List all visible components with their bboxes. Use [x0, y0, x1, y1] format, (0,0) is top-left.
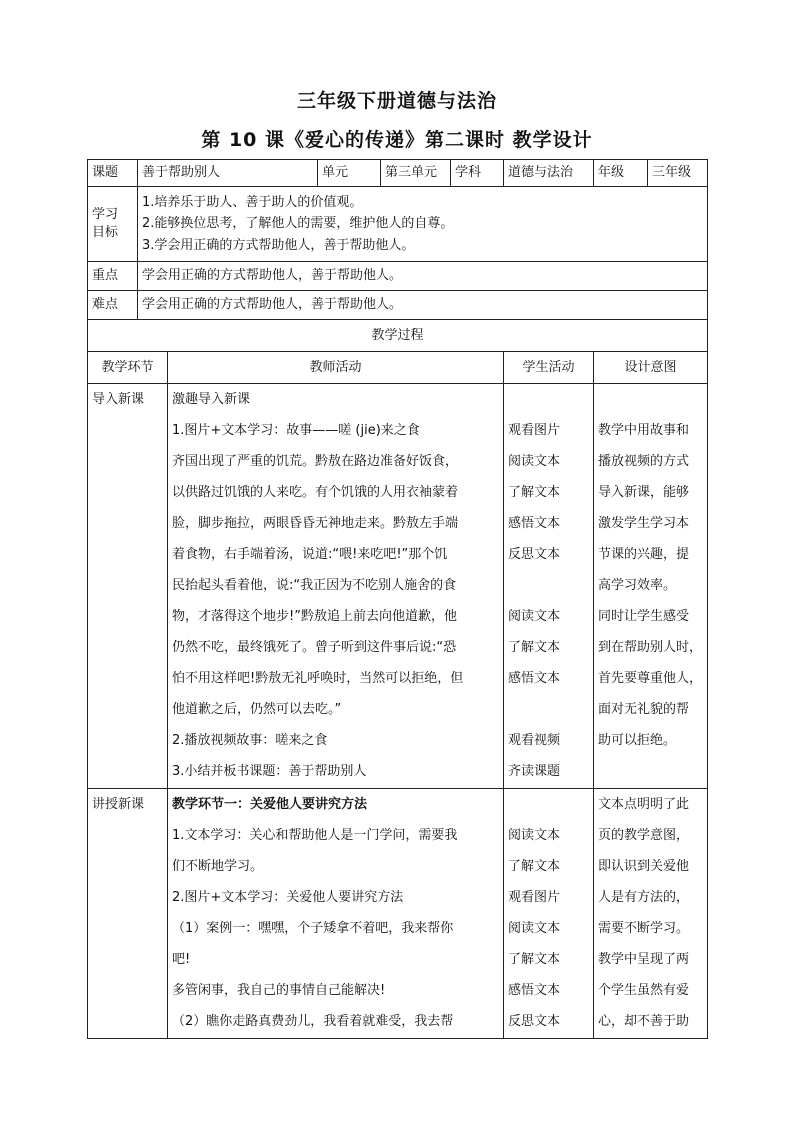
- text-line: 观看视频: [508, 733, 561, 748]
- goal-item: 2.能够换位思考，了解他人的需要，维护他人的自尊。: [142, 216, 454, 232]
- text-line: 心，却不善于助: [598, 1014, 690, 1029]
- text-line: [598, 756, 703, 787]
- column-header-intent: 设计意图: [594, 352, 708, 384]
- text-line: 文本点明明了此: [598, 797, 690, 812]
- column-header-stage: 教学环节: [88, 352, 168, 384]
- text-line: 1.文本学习：关心和帮助他人是一门学问，需要我: [172, 828, 458, 843]
- text-line: 以供路过饥饿的人来吃。有个饥饿的人用衣袖蒙着: [172, 485, 459, 500]
- text-line: 了解文本: [508, 485, 561, 500]
- text-line: 着食物，右手端着汤，说道:“喂!来吃吧!”那个饥: [172, 547, 448, 562]
- goal-item: 1.培养乐于助人、善于助人的价值观。: [142, 194, 363, 210]
- unit-label: 单元: [318, 160, 381, 187]
- text-line: 首先要尊重他人，: [598, 671, 703, 686]
- text-line: [508, 694, 589, 725]
- text-line: 物，才落得这个地步!”黔敖追上前去向他道歉，他: [172, 609, 457, 624]
- document-title: 三年级下册道德与法治: [296, 90, 497, 112]
- lesson-plan-table: [87, 159, 708, 1039]
- text-line: 民抬起头看着他，说:“我正因为不吃别人施舍的食: [172, 578, 457, 593]
- process-column-header-row: [88, 352, 708, 384]
- text-line: 阅读文本: [508, 609, 561, 624]
- section-row-new-lesson: [88, 789, 708, 1039]
- text-line: [598, 384, 703, 415]
- key-point-label: 重点: [88, 262, 138, 291]
- text-line: 吧!: [172, 952, 191, 967]
- text-line: 面对无礼貌的帮: [598, 702, 690, 717]
- text-line: 阅读文本: [508, 828, 561, 843]
- text-line: 了解文本: [508, 952, 561, 967]
- difficulty-row: [88, 291, 708, 320]
- text-line: 齐国出现了严重的饥荒。黔敖在路边准备好饭食，: [172, 454, 459, 469]
- text-line: （2）瞧你走路真费劲儿，我看着就难受，我去帮: [172, 1014, 454, 1029]
- text-line: （1）案例一：嘿嘿，个子矮拿不着吧，我来帮你: [172, 921, 454, 936]
- teacher-activity-cell: [168, 384, 504, 789]
- text-line: 3.小结并板书课题：善于帮助别人: [172, 764, 367, 779]
- goals-label: [88, 187, 138, 262]
- subject-value: 道德与法治: [504, 160, 594, 187]
- text-line: 怕不用这样吧!黔敖无礼呼唤时，当然可以拒绝，但: [172, 671, 464, 686]
- goal-item: 3.学会用正确的方式帮助他人，善于帮助他人。: [142, 237, 415, 253]
- grade-label: 年级: [594, 160, 648, 187]
- goals-content: [138, 187, 708, 262]
- difficulty-label: 难点: [88, 291, 138, 320]
- goals-label-line1: 学习: [92, 207, 119, 222]
- text-line: 观看图片: [508, 423, 561, 438]
- text-line: 2.图片+文本学习：关爱他人要讲究方法: [172, 890, 404, 905]
- text-line: 阅读文本: [508, 454, 561, 469]
- text-line: 了解文本: [508, 859, 561, 874]
- text-line: [508, 384, 589, 415]
- topic-label: 课题: [88, 160, 138, 187]
- process-heading: 教学过程: [88, 320, 708, 352]
- text-line: 1.图片+文本学习：故事——嗟 (jie)来之食: [172, 423, 420, 438]
- text-line: [508, 570, 589, 601]
- section-name: 导入新课: [88, 384, 168, 789]
- unit-value: 第三单元: [381, 160, 451, 187]
- text-line: 教学中用故事和: [598, 423, 690, 438]
- text-line: 感悟文本: [508, 516, 561, 531]
- text-line: 页的教学意图，: [598, 828, 690, 843]
- intent-cell: [594, 384, 708, 789]
- text-line: 导入新课，能够: [598, 485, 690, 500]
- text-line: 感悟文本: [508, 671, 561, 686]
- text-line: 高学习效率。: [598, 578, 677, 593]
- column-header-teacher: 教师活动: [168, 352, 504, 384]
- text-line: 教学中呈现了两: [598, 952, 690, 967]
- student-activity-cell: [504, 789, 594, 1039]
- info-row: [88, 160, 708, 187]
- text-line: 感悟文本: [508, 983, 561, 998]
- text-line: 2.播放视频故事：嗟来之食: [172, 733, 328, 748]
- text-line: 节课的兴趣，提: [598, 547, 690, 562]
- text-line: 激趣导入新课: [172, 392, 251, 407]
- goals-row: [88, 187, 708, 262]
- text-line: 了解文本: [508, 640, 561, 655]
- intent-cell: [594, 789, 708, 1039]
- text-line: 脸，脚步拖拉，两眼昏昏无神地走来。黔敖左手端: [172, 516, 459, 531]
- text-line: 齐读课题: [508, 764, 561, 779]
- text-line: 即认识到关爱他: [598, 859, 690, 874]
- key-point-value: 学会用正确的方式帮助他人，善于帮助他人。: [138, 262, 708, 291]
- text-line: 同时让学生感受: [598, 609, 690, 624]
- column-header-student: 学生活动: [504, 352, 594, 384]
- text-line: 播放视频的方式: [598, 454, 690, 469]
- teacher-activity-cell: [168, 789, 504, 1039]
- text-line: 教学环节一：关爱他人要讲究方法: [172, 797, 368, 812]
- text-line: 需要不断学习。: [598, 921, 690, 936]
- section-name: 讲授新课: [88, 789, 168, 1039]
- text-line: 激发学生学习本: [598, 516, 690, 531]
- text-line: 他道歉之后，仍然可以去吃。”: [172, 702, 342, 717]
- difficulty-value: 学会用正确的方式帮助他人，善于帮助他人。: [138, 291, 708, 320]
- grade-value: 三年级: [648, 160, 708, 187]
- text-line: 反思文本: [508, 547, 561, 562]
- topic-value: 善于帮助别人: [138, 160, 318, 187]
- text-line: 观看图片: [508, 890, 561, 905]
- text-line: 人是有方法的，: [598, 890, 690, 905]
- student-activity-cell: [504, 384, 594, 789]
- text-line: 阅读文本: [508, 921, 561, 936]
- process-heading-row: [88, 320, 708, 352]
- key-point-row: [88, 262, 708, 291]
- text-line: 助可以拒绝。: [598, 733, 677, 748]
- text-line: 们不断地学习。: [172, 859, 264, 874]
- goals-label-line2: 目标: [92, 225, 119, 240]
- text-line: 反思文本: [508, 1014, 561, 1029]
- text-line: 仍然不吃，最终饿死了。曾子听到这件事后说:“恐: [172, 640, 457, 655]
- section-row-intro: [88, 384, 708, 789]
- subject-label: 学科: [451, 160, 504, 187]
- text-line: [508, 789, 589, 820]
- text-line: 个学生虽然有爱: [598, 983, 690, 998]
- document-subtitle: 第 10 课《爱心的传递》第二课时 教学设计: [201, 129, 593, 151]
- text-line: 到在帮助别人时，: [598, 640, 703, 655]
- text-line: 多管闲事，我自己的事情自己能解决!: [172, 983, 386, 998]
